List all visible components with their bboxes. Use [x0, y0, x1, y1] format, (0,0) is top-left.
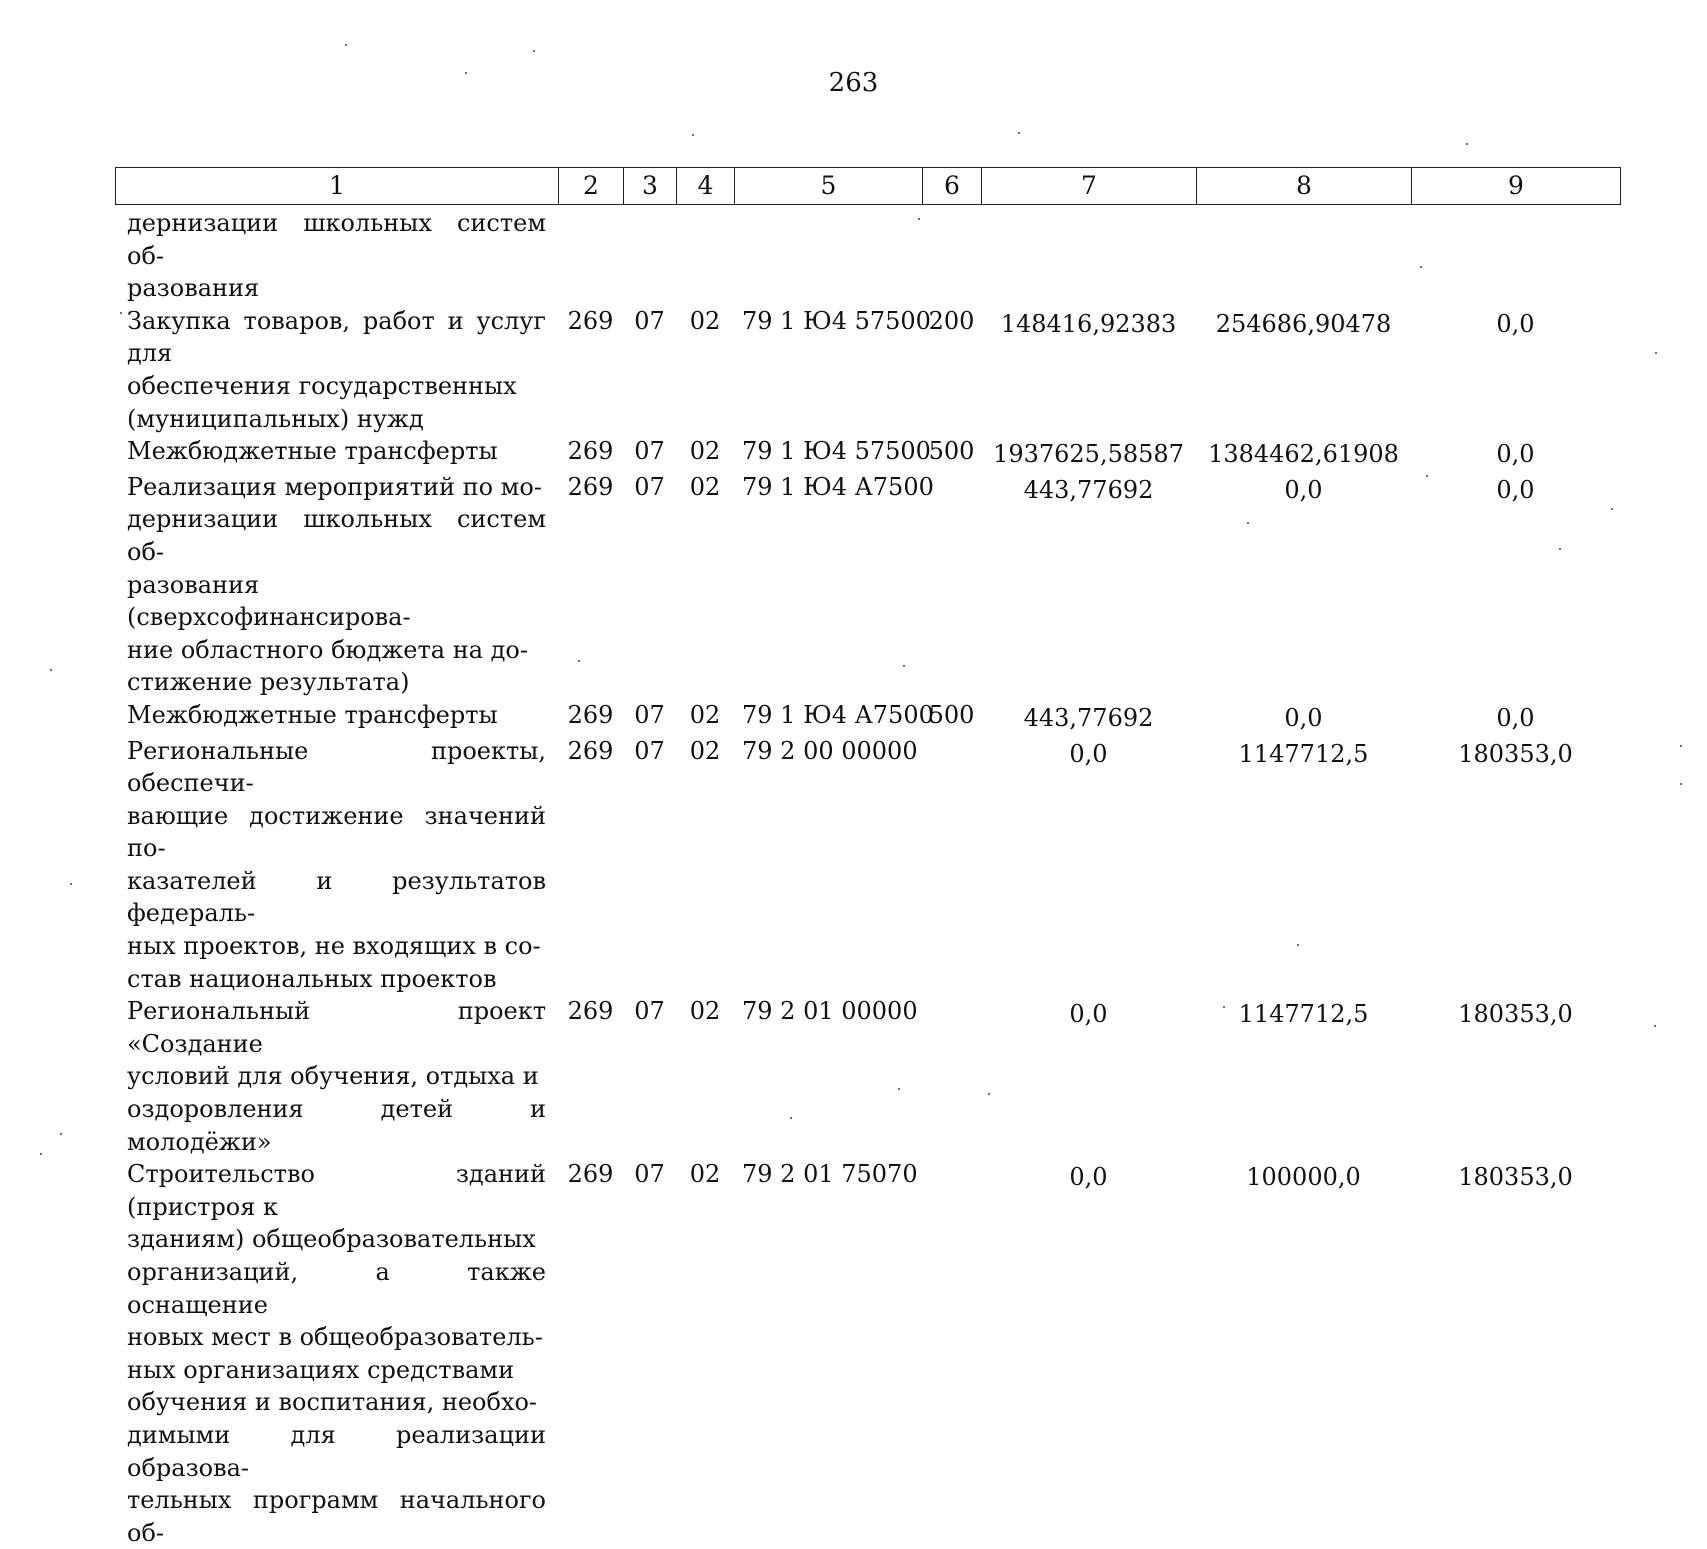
table-body [115, 207, 1620, 1549]
row-description [115, 435, 558, 471]
cell-subsection: 02 [689, 472, 721, 501]
cell-amount-col8: 1147712,5 [1238, 739, 1369, 768]
cell-amount-col9: 180353,0 [1458, 1000, 1573, 1029]
description-line: дернизации школьных систем об- [127, 209, 546, 270]
cell-amount-col9: 0,0 [1496, 475, 1535, 504]
cell-expense-type [922, 995, 981, 1158]
description-line: Межбюджетные трансферты [127, 437, 498, 466]
table-row [115, 435, 1620, 471]
cell-target-article: 79 1 Ю4 А7500 [742, 472, 934, 501]
cell-target-article: 79 2 00 00000 [742, 736, 918, 765]
cell-amount-col7: 1937625,58587 [993, 440, 1184, 469]
table-row [115, 699, 1620, 735]
cell-amount-col9: 0,0 [1496, 309, 1535, 338]
scan-speck [70, 883, 72, 885]
description-line: новых мест в общеобразователь- [127, 1323, 543, 1352]
scan-speck [1655, 352, 1657, 354]
scan-speck [1297, 944, 1299, 946]
header-col-3: 3 [624, 168, 677, 205]
cell-amount-col9: 0,0 [1496, 703, 1535, 732]
scan-speck [1420, 266, 1422, 268]
cell-subsection: 02 [689, 736, 721, 765]
scan-speck [578, 660, 580, 662]
cell-ministry-code: 269 [567, 736, 614, 765]
cell-amount-col9: 180353,0 [1458, 739, 1573, 768]
description-line: (муниципальных) нужд [127, 404, 424, 433]
cell-expense-type: 500 [928, 437, 975, 466]
budget-table [115, 207, 1620, 1549]
scan-speck [1680, 745, 1682, 747]
description-line: Региональные проекты, обеспечи- [127, 736, 546, 798]
cell-subsection: 02 [689, 700, 721, 729]
description-line: став национальных проектов [127, 964, 497, 993]
cell-ministry-code: 269 [567, 700, 614, 729]
description-line: Межбюджетные трансферты [127, 700, 498, 729]
cell-target-article: 79 1 Ю4 57500 [742, 437, 931, 466]
cell-section: 07 [634, 736, 665, 765]
scan-speck [692, 134, 694, 136]
row-description [115, 1158, 558, 1549]
description-line: стижение результата) [127, 668, 410, 697]
cell-section: 07 [634, 437, 665, 466]
description-line: Реализация мероприятий по мо- [127, 472, 542, 501]
description-line: ных проектов, не входящих в со- [127, 932, 541, 961]
description-line: димыми для реализации образова- [127, 1420, 546, 1482]
scan-speck [1680, 783, 1682, 785]
cell-target-article: 79 1 Ю4 А7500 [742, 700, 934, 729]
cell-amount-col7 [981, 207, 1196, 305]
cell-amount-col7: 443,77692 [1023, 703, 1154, 732]
scan-speck [533, 50, 535, 52]
table-row [115, 471, 1620, 699]
cell-section: 07 [634, 700, 665, 729]
description-line: обеспечения государственных [127, 371, 517, 400]
description-line: зданиям) общеобразовательных [127, 1225, 536, 1254]
scan-speck [1247, 522, 1249, 524]
description-line: вающие достижение значений по- [127, 801, 546, 863]
description-line: тельных программ начального об- [127, 1486, 546, 1547]
header-col-2: 2 [559, 168, 624, 205]
header-col-5: 5 [735, 168, 923, 205]
cell-amount-col7: 0,0 [1069, 1000, 1108, 1029]
cell-target-article [734, 207, 922, 305]
cell-amount-col7: 0,0 [1069, 1163, 1108, 1192]
cell-section: 07 [634, 1160, 665, 1189]
description-line: ние областного бюджета на до- [127, 635, 528, 664]
description-line: условий для обучения, отдыха и [127, 1062, 539, 1091]
scan-speck [1466, 143, 1468, 145]
scan-speck [40, 1153, 42, 1155]
cell-subsection [676, 207, 734, 305]
cell-amount-col7: 443,77692 [1023, 475, 1154, 504]
cell-subsection: 02 [689, 437, 721, 466]
cell-target-article: 79 2 01 75070 [742, 1160, 918, 1189]
header-col-9: 9 [1412, 168, 1621, 205]
description-line: обучения и воспитания, необхо- [127, 1388, 538, 1417]
cell-amount-col8: 0,0 [1284, 703, 1323, 732]
row-description [115, 995, 558, 1158]
header-col-1: 1 [116, 168, 559, 205]
description-line: организаций, а также оснащение [127, 1258, 546, 1319]
description-line: оздоровления детей и молодёжи» [127, 1095, 546, 1156]
cell-amount-col8: 1147712,5 [1238, 1000, 1369, 1029]
cell-ministry-code [558, 207, 623, 305]
cell-expense-type: 500 [928, 700, 975, 729]
table-row [115, 1158, 1620, 1549]
scan-speck [465, 72, 467, 74]
cell-ministry-code: 269 [567, 306, 614, 335]
cell-target-article: 79 2 01 00000 [742, 997, 918, 1026]
header-col-7: 7 [982, 168, 1197, 205]
scan-speck [918, 218, 920, 220]
cell-subsection: 02 [689, 997, 721, 1026]
cell-subsection: 02 [689, 1160, 721, 1189]
cell-expense-type [922, 1158, 981, 1549]
scan-speck [790, 1117, 792, 1119]
cell-expense-type [922, 207, 981, 305]
cell-expense-type [922, 735, 981, 996]
header-col-8: 8 [1197, 168, 1412, 205]
scan-speck [1559, 548, 1561, 550]
cell-amount-col8: 0,0 [1284, 475, 1323, 504]
table-row [115, 305, 1620, 435]
cell-section: 07 [634, 997, 665, 1026]
description-line: разования (сверхсофинансирова- [127, 570, 411, 632]
cell-amount-col7: 0,0 [1069, 739, 1108, 768]
scan-speck [898, 1088, 900, 1090]
table-row [115, 207, 1620, 305]
cell-ministry-code: 269 [567, 997, 614, 1026]
scan-speck [903, 665, 905, 667]
cell-amount-col8: 254686,90478 [1215, 309, 1392, 338]
description-line: разования [127, 274, 260, 303]
cell-amount-col8: 1384462,61908 [1208, 440, 1399, 469]
description-line: Закупка товаров, работ и услуг для [127, 306, 546, 368]
row-description [115, 305, 558, 435]
row-description [115, 471, 558, 699]
header-col-4: 4 [677, 168, 735, 205]
cell-section: 07 [634, 472, 665, 501]
cell-expense-type [922, 471, 981, 699]
cell-section: 07 [634, 306, 665, 335]
scan-speck [50, 669, 52, 671]
cell-ministry-code: 269 [567, 1160, 614, 1189]
cell-subsection: 02 [689, 306, 721, 335]
description-line: ных организациях средствами [127, 1355, 515, 1384]
cell-target-article: 79 1 Ю4 57500 [742, 306, 931, 335]
scan-speck [120, 312, 122, 314]
scan-speck [1426, 475, 1428, 477]
scan-speck [1611, 508, 1613, 510]
column-number-header [115, 167, 1621, 205]
cell-expense-type: 200 [928, 306, 975, 335]
cell-amount-col8 [1196, 207, 1411, 305]
table-row [115, 735, 1620, 996]
cell-amount-col9: 0,0 [1496, 440, 1535, 469]
scan-speck [1223, 1006, 1225, 1008]
table-row [115, 995, 1620, 1158]
scan-speck [345, 44, 347, 46]
description-line: Строительство зданий (пристроя к [127, 1160, 546, 1221]
scan-speck [60, 1133, 62, 1135]
row-description [115, 735, 558, 996]
description-line: Региональный проект «Создание [127, 997, 546, 1058]
cell-amount-col9 [1411, 207, 1620, 305]
row-description [115, 699, 558, 735]
cell-amount-col8: 100000,0 [1246, 1163, 1361, 1192]
scan-speck [988, 1093, 990, 1095]
cell-amount-col9: 180353,0 [1458, 1163, 1573, 1192]
scan-speck [1018, 132, 1020, 134]
cell-ministry-code: 269 [567, 437, 614, 466]
description-line: казателей и результатов федераль- [127, 866, 546, 928]
description-line: дернизации школьных систем об- [127, 505, 546, 566]
cell-ministry-code: 269 [567, 472, 614, 501]
row-description [115, 207, 558, 305]
cell-section [623, 207, 676, 305]
page-number: 263 [828, 68, 879, 98]
header-col-6: 6 [923, 168, 982, 205]
scan-speck [1654, 1025, 1656, 1027]
cell-amount-col7: 148416,92383 [1000, 309, 1177, 338]
